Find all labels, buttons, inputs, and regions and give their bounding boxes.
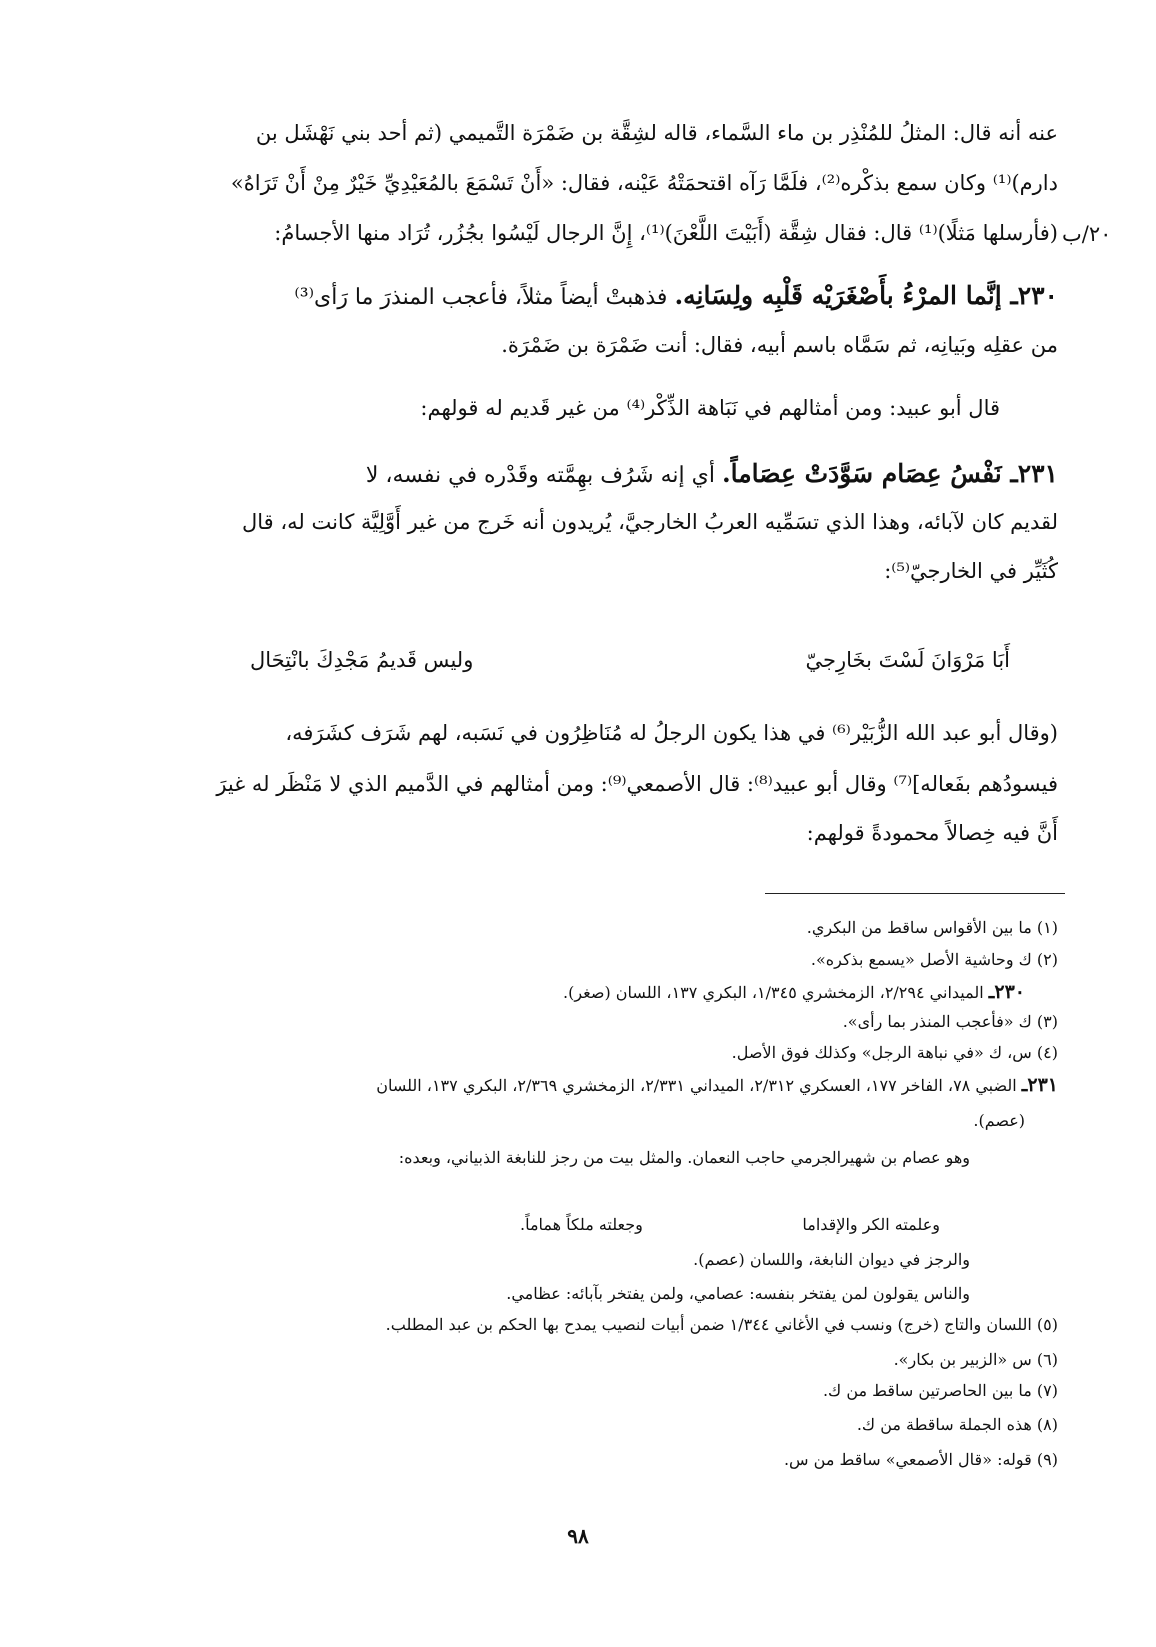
- closing-line-1: (وقال أبو عبد الله الزُّبَيْر⁽⁶⁾ في هذا يكون الرجلُ له مُنَاظِرُون في نَسَبه، لهم شَرَف كشَرَفه،: [285, 721, 1058, 745]
- footnote-separator: [765, 893, 1065, 894]
- sources-231-text: الضبي ٧٨، الفاخر ١٧٧، العسكري ٢/٣١٢، الميداني ٢/٣٣١، الزمخشري ٢/٣٦٩، البكري ١٣٧، اللسان: [376, 1076, 1017, 1095]
- note-asam-line-2: والرجز في ديوان النابغة، واللسان (عصم).: [693, 1250, 970, 1269]
- abu-ubaid-line: قال أبو عبيد: ومن أمثالهم في نَبَاهة الذِّكْر⁽⁴⁾ من غير قَديم له قولهم:: [420, 396, 1000, 420]
- sources-230-number: ٢٣٠ـ: [988, 981, 1025, 1003]
- note-verse-hemistich-1: وعلمته الكر والإقداما: [802, 1215, 940, 1234]
- footnote-3: (٣) ك «فأعجب المنذر بما رأى».: [842, 1012, 1058, 1031]
- sources-231: [100, 1073, 1058, 1098]
- sources-231-continuation: (عصم).: [973, 1111, 1025, 1130]
- poem-verse: [250, 648, 1010, 672]
- note-asam-line-3: والناس يقولون لمن يفتخر بنفسه: عصامي، ولمن يفتخر بآبائه: عظامي.: [506, 1284, 970, 1303]
- entry-230-heading: ٢٣٠ـ إنَّما المرْءُ بأَصْغَرَيْه قَلْبِه ولِسَانِه.: [674, 281, 1058, 310]
- note-verse: [520, 1215, 940, 1234]
- entry-230-line-1: [100, 277, 1058, 315]
- entry-230-line-2: من عقلِه وبَيانِه، ثم سَمَّاه باسم أبيه، فقال: أنت ضَمْرَة بن ضَمْرَة.: [501, 333, 1058, 357]
- closing-line-3: أَنَّ فيه خِصالاً محمودةً قولهم:: [806, 821, 1058, 845]
- closing-line-2: فيسودُهم بفَعاله]⁽⁷⁾ وقال أبو عبيد⁽⁸⁾: قال الأصمعي⁽⁹⁾: ومن أمثالهم في الدَّميم الذي لا مَنْظَر له غيرَ: [216, 772, 1058, 796]
- footnote-7: (٧) ما بين الحاصرتين ساقط من ك.: [822, 1381, 1058, 1400]
- body-line-3: (فأرسلها مَثلًا)⁽¹⁾ قال: فقال شِقَّة (أَبَيْتَ اللَّعْنَ)⁽¹⁾، إِنَّ الرجال لَيْسُوا بجُزُر، تُرَاد منها الأجسامُ:: [274, 221, 1058, 245]
- sources-230-text: الميداني ٢/٢٩٤، الزمخشري ١/٣٤٥، البكري ١٣٧، اللسان (صغر).: [563, 983, 984, 1002]
- entry-231-line-3: كُثَيِّر في الخارجيّ⁽⁵⁾:: [884, 559, 1058, 583]
- sources-231-number: ٢٣١ـ: [1021, 1074, 1058, 1096]
- footnote-8: (٨) هذه الجملة ساقطة من ك.: [856, 1415, 1058, 1434]
- note-verse-hemistich-2: وجعلته ملكاً هماماً.: [520, 1215, 643, 1234]
- footnote-2: (٢) ك وحاشية الأصل «يسمع بذكره».: [810, 950, 1058, 969]
- entry-231-text: أي إنه شَرُف بهِمَّته وقَدْره في نفسه، لا: [365, 463, 715, 488]
- sources-230: [100, 980, 1025, 1005]
- entry-230-text: فذهبتْ أيضاً مثلاً، فأعجب المنذرَ ما رَأى⁽³⁾: [294, 285, 668, 310]
- entry-231-heading: ٢٣١ـ نَفْسُ عِصَام سَوَّدَتْ عِصَاماً.: [721, 459, 1058, 488]
- entry-231-line-1: [100, 455, 1058, 493]
- footnote-1: (١) ما بين الأقواس ساقط من البكري.: [806, 918, 1058, 937]
- body-line-1: عنه أنه قال: المثلُ للمُنْذِر بن ماء السَّماء، قاله لشِقَّة بن ضَمْرَة التَّميمي (ثم أحد بني نَهْشَل بن: [255, 121, 1058, 145]
- verse-hemistich-2: وليس قَديمُ مَجْدِكَ بانْتِحَال: [250, 648, 474, 672]
- entry-231-line-2: لقديم كان لآبائه، وهذا الذي تسَمِّيه العربُ الخارجيَّ، يُريدون أنه خَرج من غير أَوَّلِيَّة كانت له، قال: [241, 510, 1058, 534]
- note-asam-line-1: وهو عصام بن شهيرالجرمي حاجب النعمان. والمثل بيت من رجز للنابغة الذبياني، وبعده:: [398, 1148, 970, 1167]
- body-line-2: دارم)⁽¹⁾ وكان سمع بذكْره⁽²⁾، فلَمَّا رَآه اقتحمَتْهُ عَيْنه، فقال: «أَنْ تَسْمَعَ بالمُعَيْدِيِّ خَيْرٌ مِنْ أَنْ تَرَاهُ»: [230, 171, 1058, 195]
- footnote-5: (٥) اللسان والتاج (خرج) ونسب في الأغاني ١/٣٤٤ ضمن أبيات لنصيب يمدح بها الحكم بن عبد المطلب.: [385, 1315, 1058, 1334]
- footnote-4: (٤) س، ك «في نباهة الرجل» وكذلك فوق الأصل.: [731, 1043, 1058, 1062]
- footnote-9: (٩) قوله: «قال الأصمعي» ساقط من س.: [783, 1450, 1058, 1469]
- verse-hemistich-1: أَبَا مَرْوَانَ لَسْتَ بخَارِجيّ: [805, 648, 1010, 672]
- page-number: ٩٨: [567, 1524, 589, 1548]
- folio-margin-note: ٢٠/ب: [1062, 222, 1112, 246]
- footnote-6: (٦) س «الزبير بن بكار».: [893, 1350, 1058, 1369]
